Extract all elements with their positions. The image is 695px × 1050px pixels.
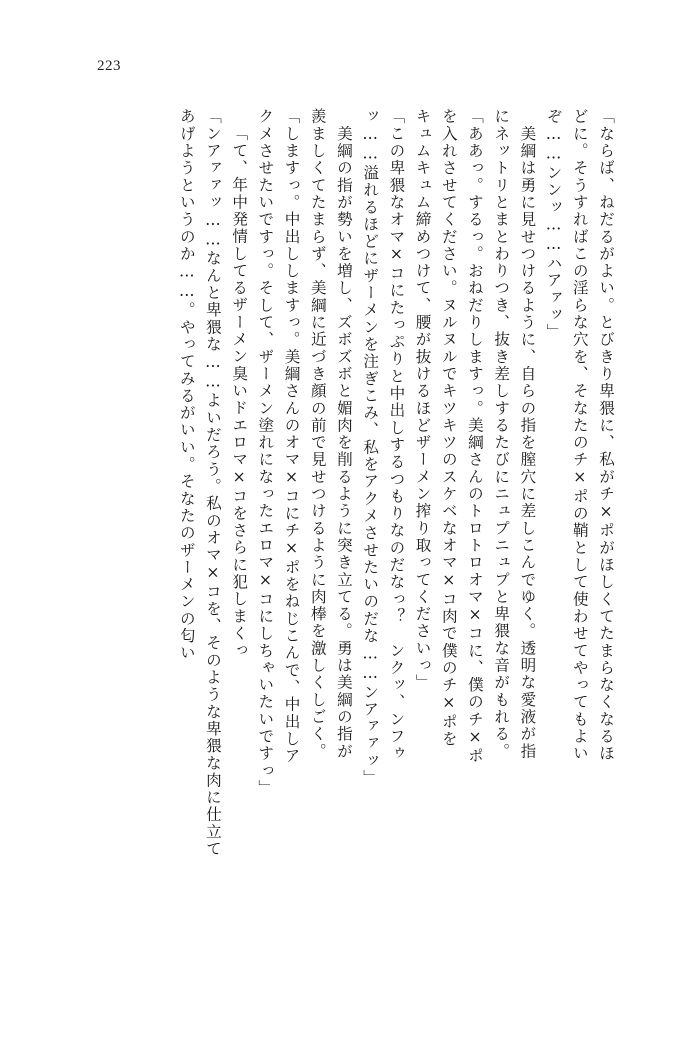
- text-line: ッ……溢れるほどにザーメンを注ぎこみ、私をアクメさせたいのだな……ンアァァッ」: [361, 108, 380, 787]
- text-line: あげようというのか……。やってみるがいい。そなたのザーメンの匂い: [177, 108, 196, 662]
- text-line: ぞ……ンンッ……ハアァッ」: [544, 108, 563, 341]
- text-line: キュムキュム締めつけて、腰が抜けるほどザーメン搾り取ってくださいっ」: [413, 108, 432, 692]
- text-line: 「この卑猥なオマ×コにたっぷりと中出しするつもりなのだなっ？ ンクッ、ンフゥ: [387, 108, 406, 763]
- text-line: 「ああっ。するっ。おねだりしますっ。美綱さんのトロトロオマ×コに、僕のチ×ポ: [465, 108, 484, 765]
- text-line: 「て、年中発情してるザーメン臭いドエロマ×コをさらに犯しまくっ: [230, 125, 249, 660]
- text-line: どに。そうすればこの淫らな穴を、そなたのチ×ポの鞘として使わせてやってもよい: [570, 108, 589, 763]
- text-line: 「しますっ。中出ししますっ。美綱さんのオマ×コにチ×ポをねじこんで、中出しア: [282, 108, 301, 765]
- text-line: クメさせたいですっ。そして、ザーメン塗れになったエロマ×コにしちゃいたいですっ」: [256, 108, 275, 797]
- text-line: 美綱の指が勢いを増し、ズボズボと媚肉を削るように突き立てる。勇は美綱の指が: [334, 108, 353, 760]
- page-number: 223: [97, 58, 121, 74]
- text-line: 羨ましくてたまらず、美綱に近づき顔の前で見せつけるように肉棒を激しくしごく。: [308, 108, 327, 760]
- text-line: 「ならば、ねだるがよい。とびきり卑猥に、私がチ×ポがほしくてたまらなくなるほ: [597, 108, 615, 763]
- text-line: を入れさせてください。ヌルヌルでキツキツのスケベなオマ×コ肉で僕のチ×ポを: [439, 108, 458, 748]
- text-line: 「ンアァァッ……なんと卑猥な……よいだろう。私のオマ×コを、そのような卑猥な肉に仕立て: [203, 108, 222, 858]
- text-line: 美綱は勇に見せつけるように、自らの指を膣穴に差しこんでゆく。透明な愛液が指: [518, 108, 537, 760]
- text-line: にネットリとまとわりつき、抜き差しするたびにニュプニュプと卑猥な音がもれる。: [492, 108, 511, 760]
- vertical-text-body: [74, 108, 619, 943]
